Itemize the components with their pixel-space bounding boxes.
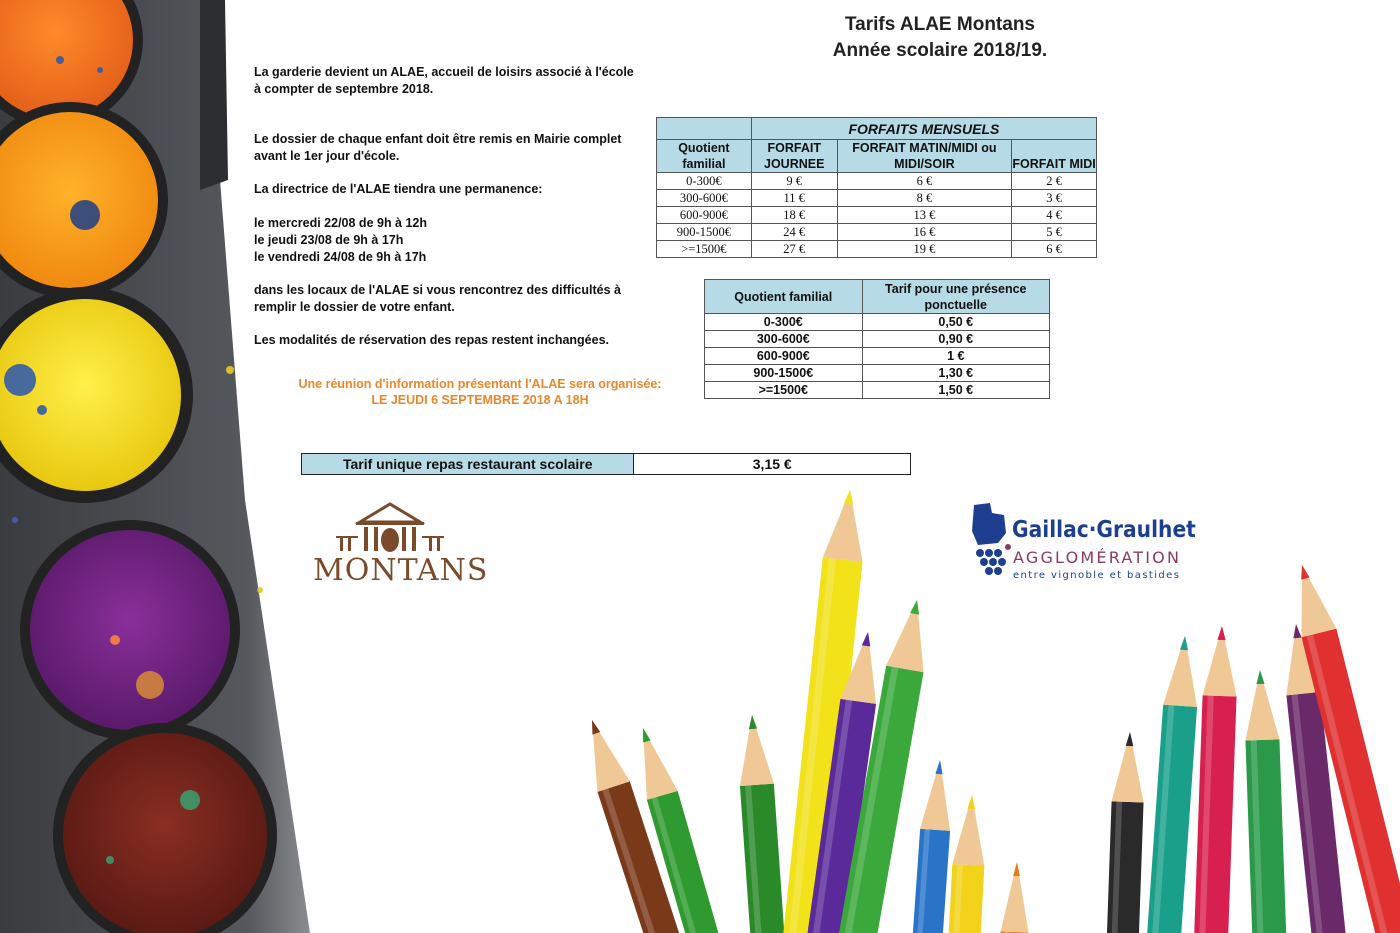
title-line-2: Année scolaire 2018/19. (832, 40, 1048, 61)
gaillac-graulhet-logo-name: Gaillac·Graulhet (1012, 517, 1196, 543)
table-cell: >=1500€ (657, 241, 752, 258)
table-cell: 3 € (1012, 190, 1097, 207)
gaillac-graulhet-logo-agglo: AGGLOMÉRATION (1013, 548, 1182, 567)
col-header: Tarif pour une présence ponctuelle (862, 280, 1049, 314)
table-cell: 9 € (751, 173, 837, 190)
table-cell: 900-1500€ (705, 365, 863, 382)
table-cell: 1 € (862, 348, 1049, 365)
locaux-line-1: dans les locaux de l'ALAE si vous rencontrez des difficultés à (254, 283, 621, 297)
date-line: le mercredi 22/08 de 9h à 12h (254, 216, 428, 230)
table-cell: 600-900€ (657, 207, 752, 224)
table-cell: >=1500€ (705, 382, 863, 399)
table-cell: 27 € (751, 241, 837, 258)
pencil-tip (576, 715, 630, 792)
dossier-line-1: Le dossier de chaque enfant doit être remis en Mairie complet (254, 132, 622, 146)
date-line: le vendredi 24/08 de 9h à 17h (254, 250, 427, 264)
pencil-lead (1256, 670, 1265, 684)
dossier-line-2: avant le 1er jour d'école. (254, 149, 400, 163)
table-cell: 0-300€ (657, 173, 752, 190)
reunion-line-2: LE JEUDI 6 SEPTEMBRE 2018 A 18H (371, 393, 589, 407)
table-corner (657, 118, 752, 140)
table-row (657, 241, 1097, 258)
pencil-lead (1180, 636, 1189, 651)
table-row (657, 224, 1097, 241)
reunion-announcement (290, 376, 670, 408)
table-row (705, 314, 1050, 331)
intro-line-2: à compter de septembre 2018. (254, 82, 434, 96)
pencil-shine (1092, 802, 1122, 933)
pencil-lead (844, 489, 855, 504)
pencil-lead (935, 760, 943, 774)
pencil-lead (967, 795, 975, 809)
repas-line: Les modalités de réservation des repas restent inchangées. (254, 333, 610, 347)
table-cell: 0,90 € (862, 331, 1049, 348)
pencil-lead (862, 631, 873, 646)
gaillac-graulhet-logo-tagline: entre vignoble et bastides (1013, 570, 1181, 581)
directrice-line: La directrice de l'ALAE tiendra une permanence: (254, 182, 543, 196)
pencil-lead (1298, 564, 1310, 580)
repas-paragraph (254, 332, 634, 349)
table-cell: 11 € (751, 190, 837, 207)
pencil-lead (910, 599, 921, 614)
pencil-lead (748, 715, 757, 730)
pencil (976, 862, 1031, 933)
permanence-dates (254, 215, 634, 266)
col-header: FORFAIT JOURNEE (751, 140, 837, 173)
forfaits-mensuels-table (656, 117, 1097, 258)
directrice-paragraph (254, 181, 634, 198)
pencil-lead (1126, 732, 1134, 746)
table-row (705, 348, 1050, 365)
montans-logo-building-icon (330, 500, 450, 556)
page-title (720, 12, 1160, 64)
table-cell: 6 € (837, 173, 1011, 190)
table-cell: 24 € (751, 224, 837, 241)
date-line: le jeudi 23/08 de 9h à 17h (254, 233, 404, 247)
table-cell: 13 € (837, 207, 1011, 224)
montans-logo-text: MONTANS (313, 553, 489, 588)
table-cell: 4 € (1012, 207, 1097, 224)
table-cell: 2 € (1012, 173, 1097, 190)
pencil-tip (628, 724, 678, 800)
pencil-lead (1013, 862, 1020, 876)
repas-value: 3,15 € (634, 454, 911, 475)
intro-line-1: La garderie devient un ALAE, accueil de loisirs associé à l'école (254, 65, 634, 79)
table-row (705, 331, 1050, 348)
intro-paragraph (254, 64, 634, 98)
pencil-tip (1285, 561, 1337, 638)
pencil (1087, 731, 1146, 933)
table-cell: 5 € (1012, 224, 1097, 241)
col-header: FORFAIT MIDI (1012, 140, 1097, 173)
table-cell: 600-900€ (705, 348, 863, 365)
table-cell: 1,50 € (862, 382, 1049, 399)
table-cell: 16 € (837, 224, 1011, 241)
table-cell: 1,30 € (862, 365, 1049, 382)
col-header: FORFAIT MATIN/MIDI ou MIDI/SOIR (837, 140, 1011, 173)
pencil-lead (1292, 624, 1302, 639)
table-cell: 300-600€ (705, 331, 863, 348)
title-line-1: Tarifs ALAE Montans (844, 14, 1035, 35)
pencil-lead (639, 727, 650, 743)
dossier-paragraph (254, 131, 634, 165)
table-cell: 0-300€ (705, 314, 863, 331)
colored-pencils-image (480, 470, 1400, 933)
table-cell: 8 € (837, 190, 1011, 207)
locaux-line-2: remplir le dossier de votre enfant. (254, 300, 455, 314)
table-cell: 18 € (751, 207, 837, 224)
table-row (705, 382, 1050, 399)
table-cell: 6 € (1012, 241, 1097, 258)
col-header: Quotient familial (705, 280, 863, 314)
presence-ponctuelle-table (704, 279, 1050, 399)
forfaits-title: FORFAITS MENSUELS (751, 118, 1096, 140)
table-row (657, 190, 1097, 207)
pencil-lead (1217, 626, 1226, 640)
table-row (705, 365, 1050, 382)
table-cell: 0,50 € (862, 314, 1049, 331)
pencil-tip (886, 597, 936, 673)
locaux-paragraph (254, 282, 634, 316)
table-row (657, 207, 1097, 224)
repas-label: Tarif unique repas restaurant scolaire (302, 454, 634, 475)
pencil-lead (588, 719, 600, 735)
table-row (657, 173, 1097, 190)
col-header: Quotient familial (657, 140, 752, 173)
reunion-line-1: Une réunion d'information présentant l'ALAE sera organisée: (298, 377, 662, 391)
table-cell: 300-600€ (657, 190, 752, 207)
table-cell: 900-1500€ (657, 224, 752, 241)
table-cell: 19 € (837, 241, 1011, 258)
